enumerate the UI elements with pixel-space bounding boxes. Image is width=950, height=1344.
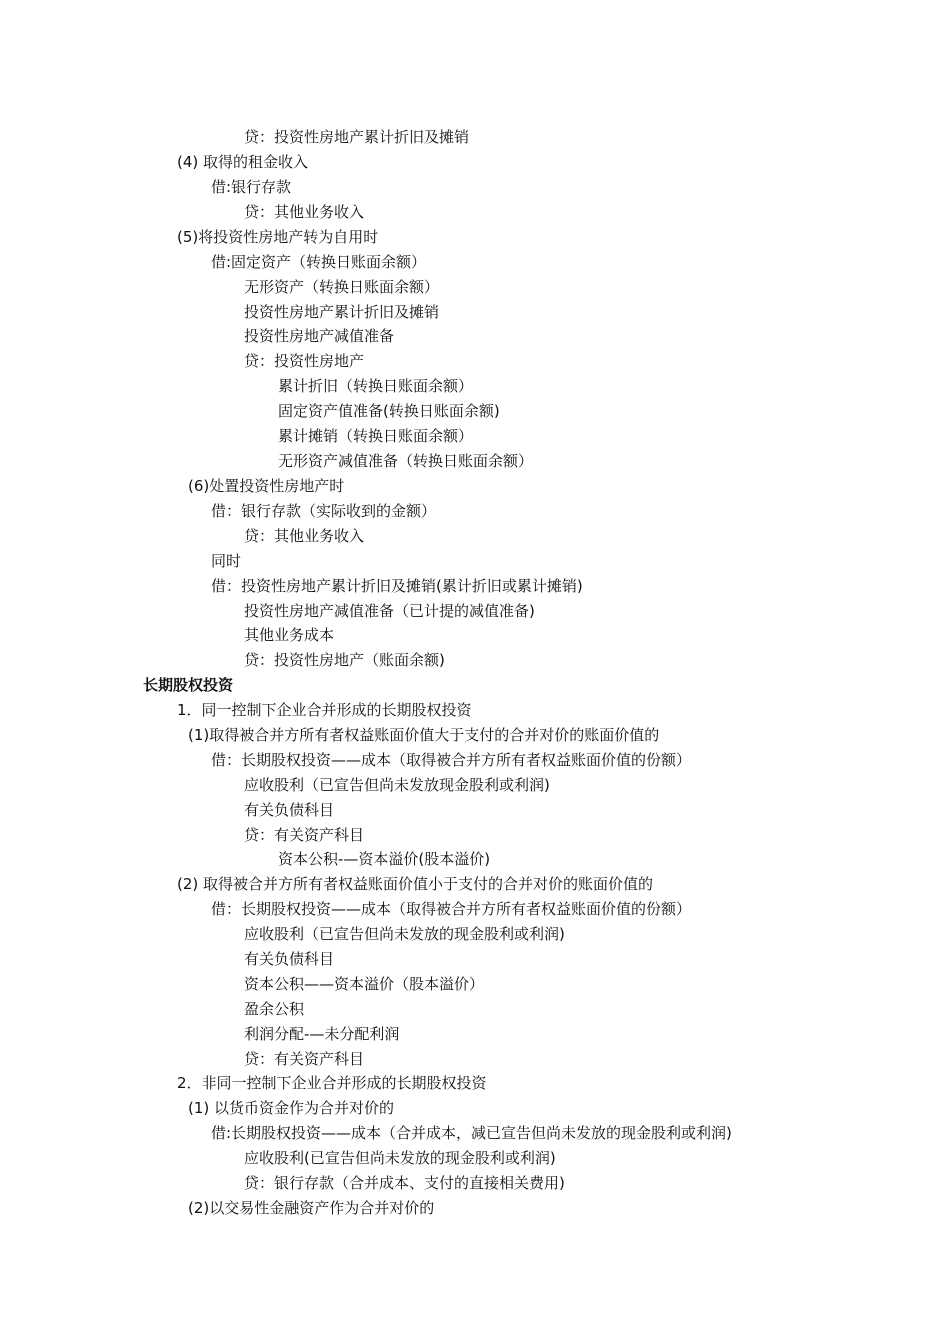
text-line: 贷：投资性房地产 bbox=[244, 352, 365, 370]
text-line: 投资性房地产累计折旧及摊销 bbox=[244, 303, 440, 321]
text-line: 应收股利（已宣告但尚未发放现金股利或利润) bbox=[244, 776, 550, 794]
text-line: (1) 以货币资金作为合并对价的 bbox=[188, 1099, 395, 1117]
text-line: 借：投资性房地产累计折旧及摊销(累计折旧或累计摊销) bbox=[211, 577, 583, 595]
text-line: 累计摊销（转换日账面余额） bbox=[278, 427, 474, 445]
text-line: 借：长期股权投资——成本（取得被合并方所有者权益账面价值的份额） bbox=[211, 751, 692, 769]
text-line: 利润分配-—未分配利润 bbox=[244, 1025, 400, 1043]
text-line: 贷：其他业务收入 bbox=[244, 203, 365, 221]
text-line: 无形资产（转换日账面余额） bbox=[244, 278, 440, 296]
text-line: 累计折旧（转换日账面余额） bbox=[278, 377, 474, 395]
text-line: 2．非同一控制下企业合并形成的长期股权投资 bbox=[177, 1074, 487, 1092]
text-line: 贷：投资性房地产（账面余额) bbox=[244, 651, 445, 669]
text-line: 贷：有关资产科目 bbox=[244, 826, 365, 844]
text-line: 借:固定资产（转换日账面余额） bbox=[211, 253, 427, 271]
text-line: 1．同一控制下企业合并形成的长期股权投资 bbox=[177, 701, 472, 719]
text-line: (2)以交易性金融资产作为合并对价的 bbox=[188, 1199, 435, 1217]
text-line: (6)处置投资性房地产时 bbox=[188, 477, 345, 495]
section-heading: 长期股权投资 bbox=[143, 676, 234, 694]
text-line: 资本公积——资本溢价（股本溢价） bbox=[244, 975, 485, 993]
text-line: (5)将投资性房地产转为自用时 bbox=[177, 228, 379, 246]
text-line: (2) 取得被合并方所有者权益账面价值小于支付的合并对价的账面价值的 bbox=[177, 875, 654, 893]
text-line: 固定资产值准备(转换日账面余额) bbox=[278, 402, 500, 420]
text-line: 投资性房地产减值准备（已计提的减值准备) bbox=[244, 602, 535, 620]
text-line: 借：长期股权投资——成本（取得被合并方所有者权益账面价值的份额） bbox=[211, 900, 692, 918]
text-line: 资本公积-—资本溢价(股本溢价) bbox=[278, 850, 491, 868]
text-line: 有关负债科目 bbox=[244, 801, 335, 819]
text-line: 贷：有关资产科目 bbox=[244, 1050, 365, 1068]
text-line: 其他业务成本 bbox=[244, 626, 335, 644]
text-line: (1)取得被合并方所有者权益账面价值大于支付的合并对价的账面价值的 bbox=[188, 726, 660, 744]
text-line: 盈余公积 bbox=[244, 1000, 305, 1018]
text-line: 有关负债科目 bbox=[244, 950, 335, 968]
text-line: 借：银行存款（实际收到的金额） bbox=[211, 502, 437, 520]
text-line: 贷：其他业务收入 bbox=[244, 527, 365, 545]
text-line: 贷：银行存款（合并成本、支付的直接相关费用) bbox=[244, 1174, 565, 1192]
text-line: 投资性房地产减值准备 bbox=[244, 327, 395, 345]
text-line: 借:银行存款 bbox=[211, 178, 292, 196]
text-line: (4) 取得的租金收入 bbox=[177, 153, 309, 171]
text-line: 借:长期股权投资——成本（合并成本，减已宣告但尚未发放的现金股利或利润) bbox=[211, 1124, 732, 1142]
text-line: 无形资产减值准备（转换日账面余额） bbox=[278, 452, 534, 470]
text-line: 应收股利(已宣告但尚未发放的现金股利或利润) bbox=[244, 1149, 556, 1167]
text-line: 同时 bbox=[211, 552, 242, 570]
text-line: 贷：投资性房地产累计折旧及摊销 bbox=[244, 128, 470, 146]
text-line: 应收股利（已宣告但尚未发放的现金股利或利润) bbox=[244, 925, 565, 943]
